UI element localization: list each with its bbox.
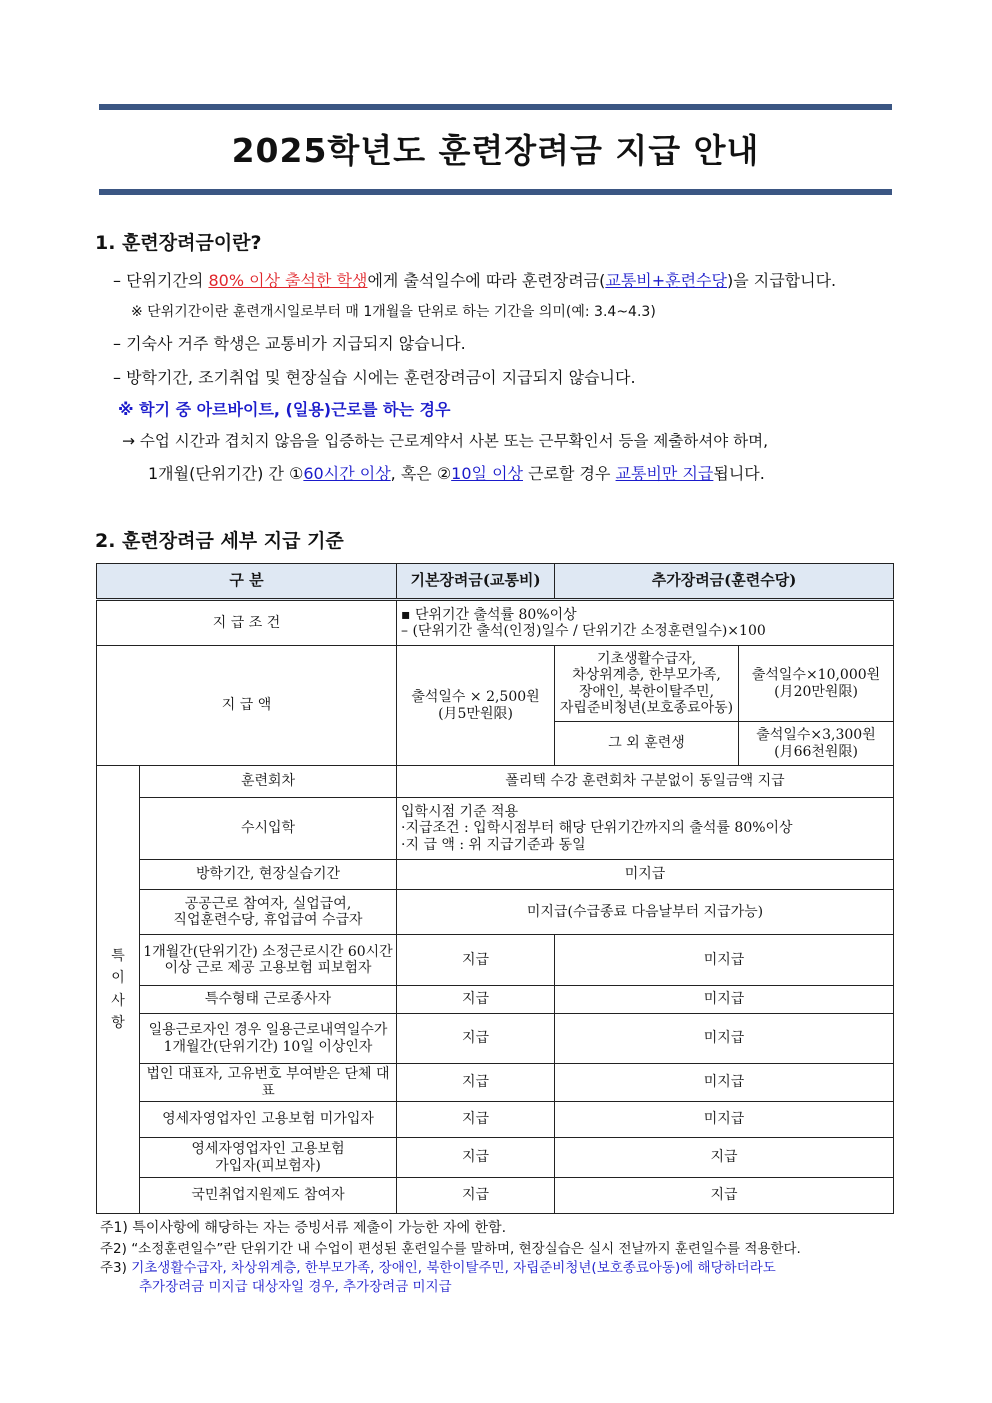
row-label: 영세자영업자인 고용보험 미가입자 xyxy=(140,1102,397,1138)
text: (月20만원限) xyxy=(774,683,858,700)
section-2-heading: 2. 훈련장려금 세부 지급 기준 xyxy=(95,530,344,552)
row-basic: 지급 xyxy=(397,1102,555,1138)
amount-basic xyxy=(397,646,555,766)
header-extra: 추가장려금(훈련수당) xyxy=(555,564,894,600)
table-row xyxy=(97,1064,894,1102)
table-row xyxy=(97,1014,894,1064)
text: 기초생활수급자, 차상위계층, 한부모가족, 장애인, 북한이탈주민, 자립준비청년(보호종료아동)에 해당하더라도 xyxy=(131,1260,776,1276)
section-1-line-2: ※ 단위기간이란 훈련개시일로부터 매 1개월을 단위로 하는 기간을 의미(예: 3.4~4.3) xyxy=(131,304,656,320)
text: – (단위기간 출석(인정)일수 / 단위기간 소정훈련일수)×100 xyxy=(401,623,766,639)
row-extra: 미지급 xyxy=(555,1014,894,1064)
table-row xyxy=(97,1178,894,1214)
row-extra: 미지급 xyxy=(555,1064,894,1102)
row-basic: 지급 xyxy=(397,1178,555,1214)
table-row xyxy=(97,860,894,890)
section-1-heading: 1. 훈련장려금이란? xyxy=(95,232,262,254)
text: )을 지급합니다. xyxy=(726,271,837,290)
text: ·지 급 액 : 위 지급기준과 동일 xyxy=(401,836,586,853)
text: 에게 출석일수에 따라 훈련장려금( xyxy=(367,271,606,290)
table-header-row xyxy=(97,564,894,600)
row-extra: 미지급 xyxy=(555,1102,894,1138)
text: 출석일수 × 2,500원 xyxy=(411,689,540,706)
table-row xyxy=(97,600,894,646)
text: 가입자(피보험자) xyxy=(215,1157,321,1174)
note-3-continued: 추가장려금 미지급 대상자일 경우, 추가장려금 미지급 xyxy=(139,1279,452,1295)
row-extra: 지급 xyxy=(555,1178,894,1214)
row-basic: 지급 xyxy=(397,1064,555,1102)
amount-target-value xyxy=(739,646,894,722)
row-value: 폴리텍 수강 훈련회차 구분없이 동일금액 지급 xyxy=(397,766,894,798)
text: 특 xyxy=(111,948,125,965)
row-label xyxy=(140,1138,397,1178)
row-basic: 지급 xyxy=(397,1138,555,1178)
text: (月5만원限) xyxy=(438,705,513,722)
section-1-line-5: ※ 학기 중 아르바이트, (일용)근로를 하는 경우 xyxy=(118,400,451,419)
text: 자립준비청년(보호종료아동) xyxy=(559,699,734,716)
text: 일용근로자인 경우 일용근로내역일수가 xyxy=(148,1022,388,1039)
row-label: 법인 대표자, 고유번호 부여받은 단체 대표 xyxy=(140,1064,397,1102)
section-1-line-1 xyxy=(113,268,836,291)
note-1: 주1) 특이사항에 해당하는 자는 증빙서류 제출이 가능한 자에 한함. xyxy=(100,1220,507,1236)
section-1-line-7 xyxy=(148,461,765,484)
highlight-blue: 교통비+훈련수당 xyxy=(605,271,727,290)
table-row xyxy=(97,986,894,1014)
row-label: 방학기간, 현장실습기간 xyxy=(140,860,397,890)
highlight-blue: 10일 이상 xyxy=(451,464,523,483)
row-label: 국민취업지원제도 참여자 xyxy=(140,1178,397,1214)
row-label xyxy=(140,935,397,986)
cond-value xyxy=(397,600,894,646)
text: 근로할 경우 xyxy=(523,464,616,483)
text: 1개월간(단위기간) 소정근로시간 60시간 xyxy=(143,943,393,960)
row-label: 수시입학 xyxy=(140,798,397,860)
header-category: 구 분 xyxy=(97,564,397,600)
amount-other-group: 그 외 훈련생 xyxy=(555,722,739,766)
text: , 혹은 ② xyxy=(390,464,452,483)
table-row xyxy=(97,766,894,798)
table-row xyxy=(97,935,894,986)
text: 1개월간(단위기간) 10일 이상인자 xyxy=(163,1038,373,1055)
highlight-blue: 교통비만 지급 xyxy=(615,464,714,483)
title-bottom-rule xyxy=(99,189,892,195)
text: 출석일수×10,000원 xyxy=(751,667,881,684)
row-label xyxy=(140,890,397,935)
table-row xyxy=(97,1102,894,1138)
text: 1개월(단위기간) 간 ① xyxy=(148,464,304,483)
text: 됩니다. xyxy=(713,464,765,483)
text: 직업훈련수당, 휴업급여 수급자 xyxy=(173,912,363,928)
amount-target-group xyxy=(555,646,739,722)
text: (月66천원限) xyxy=(774,743,858,760)
text: 공공근로 참여자, 실업급여, xyxy=(184,895,352,912)
row-label: 특수형태 근로종사자 xyxy=(140,986,397,1014)
row-basic: 지급 xyxy=(397,935,555,986)
cond-label: 지 급 조 건 xyxy=(97,600,397,646)
text: 입학시점 기준 적용 xyxy=(401,804,519,821)
text: 출석일수×3,300원 xyxy=(756,727,876,744)
row-basic: 지급 xyxy=(397,986,555,1014)
text: 이상 근로 제공 고용보험 피보험자 xyxy=(164,960,372,976)
special-label xyxy=(97,766,140,1214)
header-basic: 기본장려금(교통비) xyxy=(397,564,555,600)
row-value xyxy=(397,798,894,860)
section-1-line-6: → 수업 시간과 겹치지 않음을 입증하는 근로계약서 사본 또는 근무확인서 등을 제출하셔야 하며, xyxy=(122,432,769,450)
row-label xyxy=(140,1014,397,1064)
note-2: 주2) “소정훈련일수”란 단위기간 내 수업이 편성된 훈련일수를 말하며, 현장실습은 실시 전날까지 훈련일수를 적용한다. xyxy=(100,1241,801,1257)
row-extra: 미지급 xyxy=(555,935,894,986)
section-1-line-4: – 방학기간, 조기취업 및 현장실습 시에는 훈련장려금이 지급되지 않습니다. xyxy=(113,368,636,387)
text: – 단위기간의 xyxy=(113,271,209,290)
section-1-line-3: – 기숙사 거주 학생은 교통비가 지급되지 않습니다. xyxy=(113,334,466,353)
row-extra: 미지급 xyxy=(555,986,894,1014)
amount-label: 지 급 액 xyxy=(97,646,397,766)
highlight-blue: 60시간 이상 xyxy=(303,464,391,483)
page-title: 2025학년도 훈련장려금 지급 안내 xyxy=(231,131,760,170)
table-row xyxy=(97,1138,894,1178)
table-row xyxy=(97,890,894,935)
amount-other-value xyxy=(739,722,894,766)
row-value: 미지급 xyxy=(397,860,894,890)
row-value: 미지급(수급종료 다음날부터 지급가능) xyxy=(397,890,894,935)
table-row xyxy=(97,798,894,860)
title-top-rule xyxy=(99,104,892,110)
text: 이 xyxy=(111,970,125,987)
text: ▪ 단위기간 출석률 80%이상 xyxy=(401,606,577,623)
row-basic: 지급 xyxy=(397,1014,555,1064)
text: 차상위계층, 한부모가족, xyxy=(572,667,721,684)
text: 기초생활수급자, xyxy=(596,651,697,668)
text: 사 xyxy=(111,992,125,1009)
highlight-red: 80% 이상 출석한 학생 xyxy=(208,271,368,290)
text: ·지급조건 : 입학시점부터 해당 단위기간까지의 출석률 80%이상 xyxy=(401,820,793,837)
row-extra: 지급 xyxy=(555,1138,894,1178)
text: 항 xyxy=(111,1014,125,1031)
row-label: 훈련회차 xyxy=(140,766,397,798)
text: 장애인, 북한이탈주민, xyxy=(578,683,715,700)
note-3 xyxy=(100,1256,776,1276)
payment-criteria-table xyxy=(96,563,894,1214)
text: 주3) xyxy=(100,1260,132,1276)
table-row xyxy=(97,646,894,722)
text: 영세자영업자인 고용보험 xyxy=(191,1141,345,1158)
